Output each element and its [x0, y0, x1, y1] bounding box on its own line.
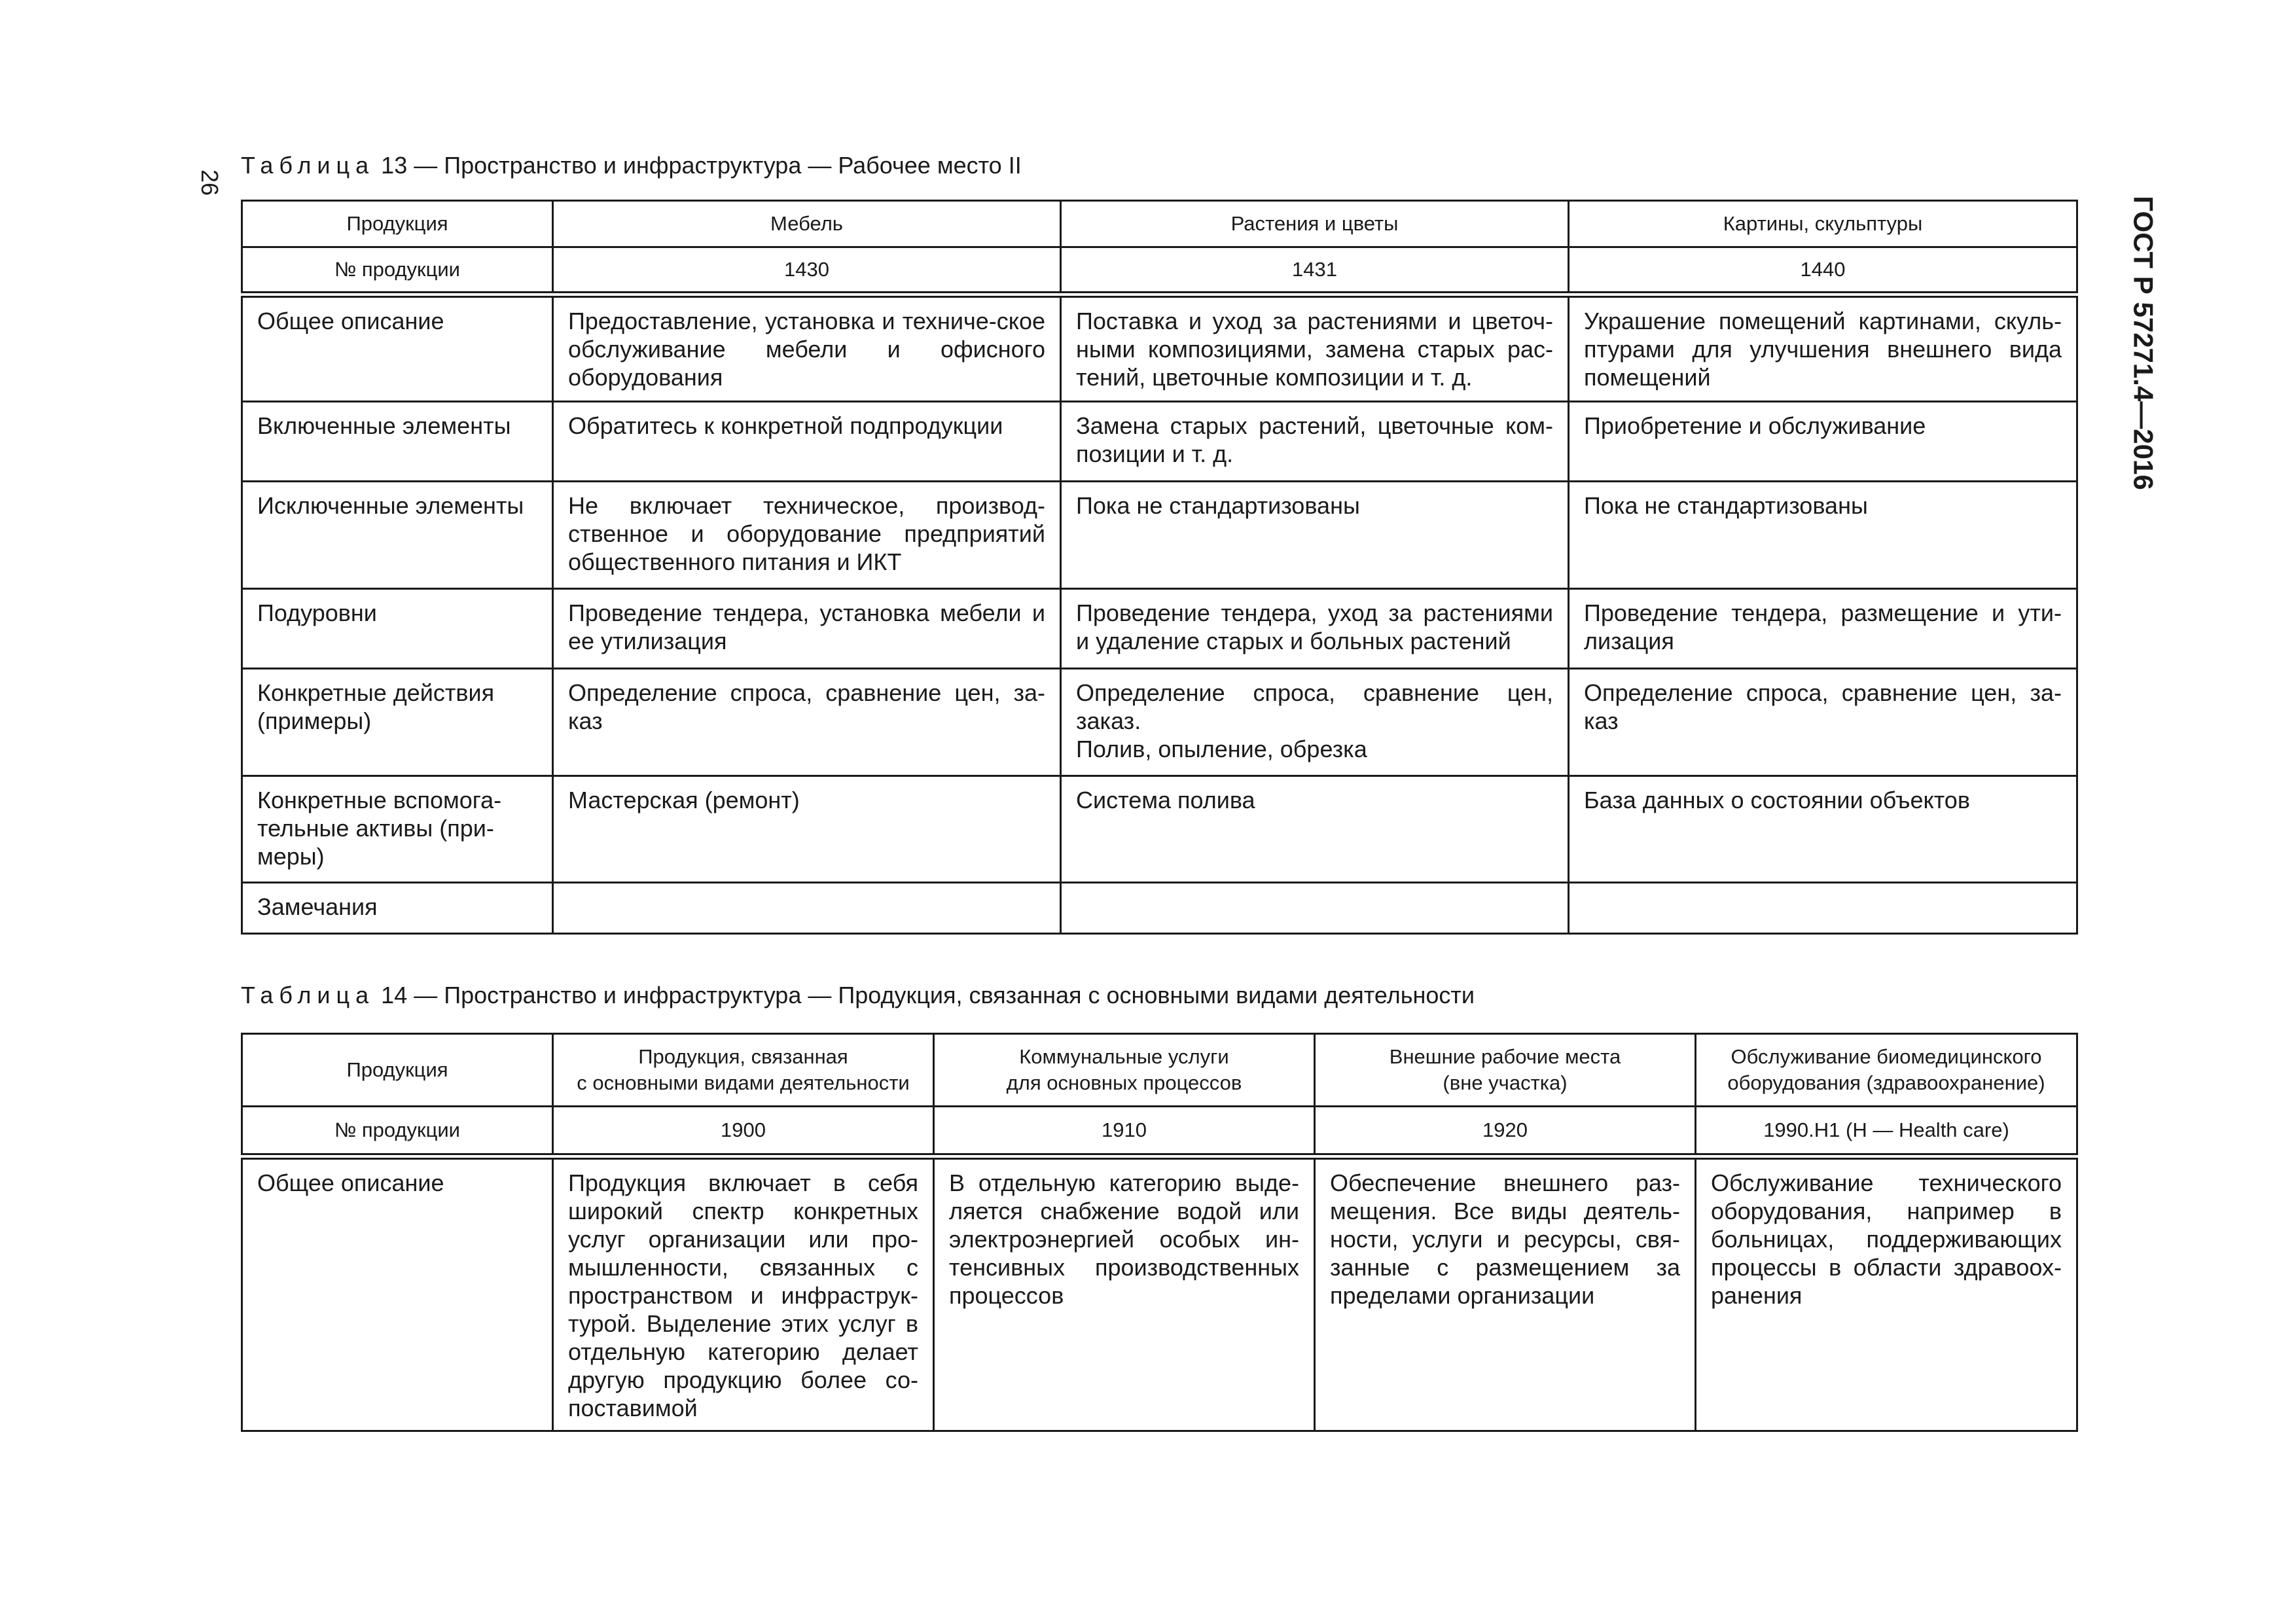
row-label: Конкретные вспомога-тельные активы (при-меры) [242, 776, 553, 883]
table14-number-cell: № продукции [242, 1107, 553, 1156]
row-label: Исключенные элементы [242, 482, 553, 589]
table14-number-cell: 1900 [553, 1107, 934, 1156]
table-row [242, 589, 2077, 669]
table-row [242, 669, 2077, 776]
row-label: Включенные элементы [242, 402, 553, 482]
table-cell: Приобретение и обслуживание [1569, 402, 2077, 482]
row-label: Общее описание [242, 294, 553, 402]
table-cell: Определение спроса, сравнение цен, заказ. Полив, опыление, обрезка [1061, 669, 1569, 776]
table14-number-cell: 1990.H1 (H — Health care) [1696, 1107, 2077, 1156]
table13-header-cell: Картины, скульптуры [1569, 201, 2077, 247]
table13-header-cell: Мебель [553, 201, 1061, 247]
table-cell: Система полива [1061, 776, 1569, 883]
table-row [242, 883, 2077, 934]
table13-number-cell: № продукции [242, 247, 553, 294]
row-label: Конкретные действия (примеры) [242, 669, 553, 776]
table-cell: В отдельную категорию выде-ляется снабжение водой или электроэнергией особых ин-тенсивных производственных процессов [934, 1156, 1315, 1431]
table-cell: Мастерская (ремонт) [553, 776, 1061, 883]
table-cell: Украшение помещений картинами, скуль-птурами для улучшения внешнего вида помещений [1569, 294, 2077, 402]
table-row [242, 1156, 2077, 1431]
row-label: Общее описание [242, 1156, 553, 1431]
standard-identifier: ГОСТ Р 57271.4—2016 [2128, 196, 2159, 490]
table13-number-cell: 1430 [553, 247, 1061, 294]
table-cell: Проведение тендера, установка мебели и ее утилизация [553, 589, 1061, 669]
table-cell: Обслуживание технического оборудования, например в больницах, поддерживающих процессы в области здравоох-ранения [1696, 1156, 2077, 1431]
table-cell: Проведение тендера, размещение и ути-лизация [1569, 589, 2077, 669]
table14-caption-word: Таблица [241, 982, 375, 1008]
row-label: Подуровни [242, 589, 553, 669]
table14-header-cell: Обслуживание биомедицинского оборудования (здравоохранение) [1696, 1034, 2077, 1107]
row-label: Замечания [242, 883, 553, 934]
table13-caption [241, 152, 1022, 179]
table14-header-cell: Продукция, связанная с основными видами деятельности [553, 1034, 934, 1107]
table13-header-cell: Растения и цветы [1061, 201, 1569, 247]
table-cell: Пока не стандартизованы [1569, 482, 2077, 589]
table14-header-cell: Коммунальные услуги для основных процессов [934, 1034, 1315, 1107]
table-cell: Продукция включает в себя широкий спектр конкретных услуг организации или про-мышленности, связанных с пространством и инфраструк-турой. Выделение этих услуг в отдельную категорию делает другую продукцию более со-поставимой [553, 1156, 934, 1431]
table-cell: Предоставление, установка и техниче-ское обслуживание мебели и офисного оборудования [553, 294, 1061, 402]
table-row [242, 294, 2077, 402]
table14-caption-text: 14 — Пространство и инфраструктура — Продукция, связанная с основными видами деятельности [381, 982, 1475, 1008]
table-cell: Определение спроса, сравнение цен, за-каз [553, 669, 1061, 776]
table-row [242, 482, 2077, 589]
table-cell [553, 883, 1061, 934]
table-cell: Обеспечение внешнего раз-мещения. Все виды деятель-ности, услуги и ресурсы, свя-занные с размещением за пределами организации [1315, 1156, 1696, 1431]
table-cell: Проведение тендера, уход за растениями и удаление старых и больных растений [1061, 589, 1569, 669]
table-cell [1061, 883, 1569, 934]
table-cell [1569, 883, 2077, 934]
table13-header-row [242, 201, 2077, 247]
table13-caption-word: Таблица [241, 152, 375, 179]
table13-number-row [242, 247, 2077, 294]
table-cell: Обратитесь к конкретной подпродукции [553, 402, 1061, 482]
table13-number-cell: 1431 [1061, 247, 1569, 294]
table-cell: Не включает техническое, производ-ственное и оборудование предприятий общественного питания и ИКТ [553, 482, 1061, 589]
table14-number-row [242, 1107, 2077, 1156]
table-row [242, 776, 2077, 883]
table14-header-cell: Продукция [242, 1034, 553, 1107]
table14 [241, 1033, 2078, 1432]
table14-header-row [242, 1034, 2077, 1107]
table14-header-cell: Внешние рабочие места (вне участка) [1315, 1034, 1696, 1107]
table13-number-cell: 1440 [1569, 247, 2077, 294]
page-number: 26 [196, 169, 224, 196]
table14-number-cell: 1910 [934, 1107, 1315, 1156]
table13-caption-text: 13 — Пространство и инфраструктура — Рабочее место II [381, 152, 1022, 179]
table-cell: Определение спроса, сравнение цен, за-каз [1569, 669, 2077, 776]
table-cell: База данных о состоянии объектов [1569, 776, 2077, 883]
table14-number-cell: 1920 [1315, 1107, 1696, 1156]
table-cell: Поставка и уход за растениями и цветоч-ными композициями, замена старых рас-тений, цветочные композиции и т. д. [1061, 294, 1569, 402]
table13-header-cell: Продукция [242, 201, 553, 247]
table-row [242, 402, 2077, 482]
table13 [241, 200, 2078, 935]
table-cell: Пока не стандартизованы [1061, 482, 1569, 589]
table-cell: Замена старых растений, цветочные ком-позиции и т. д. [1061, 402, 1569, 482]
table14-caption [241, 982, 1475, 1009]
